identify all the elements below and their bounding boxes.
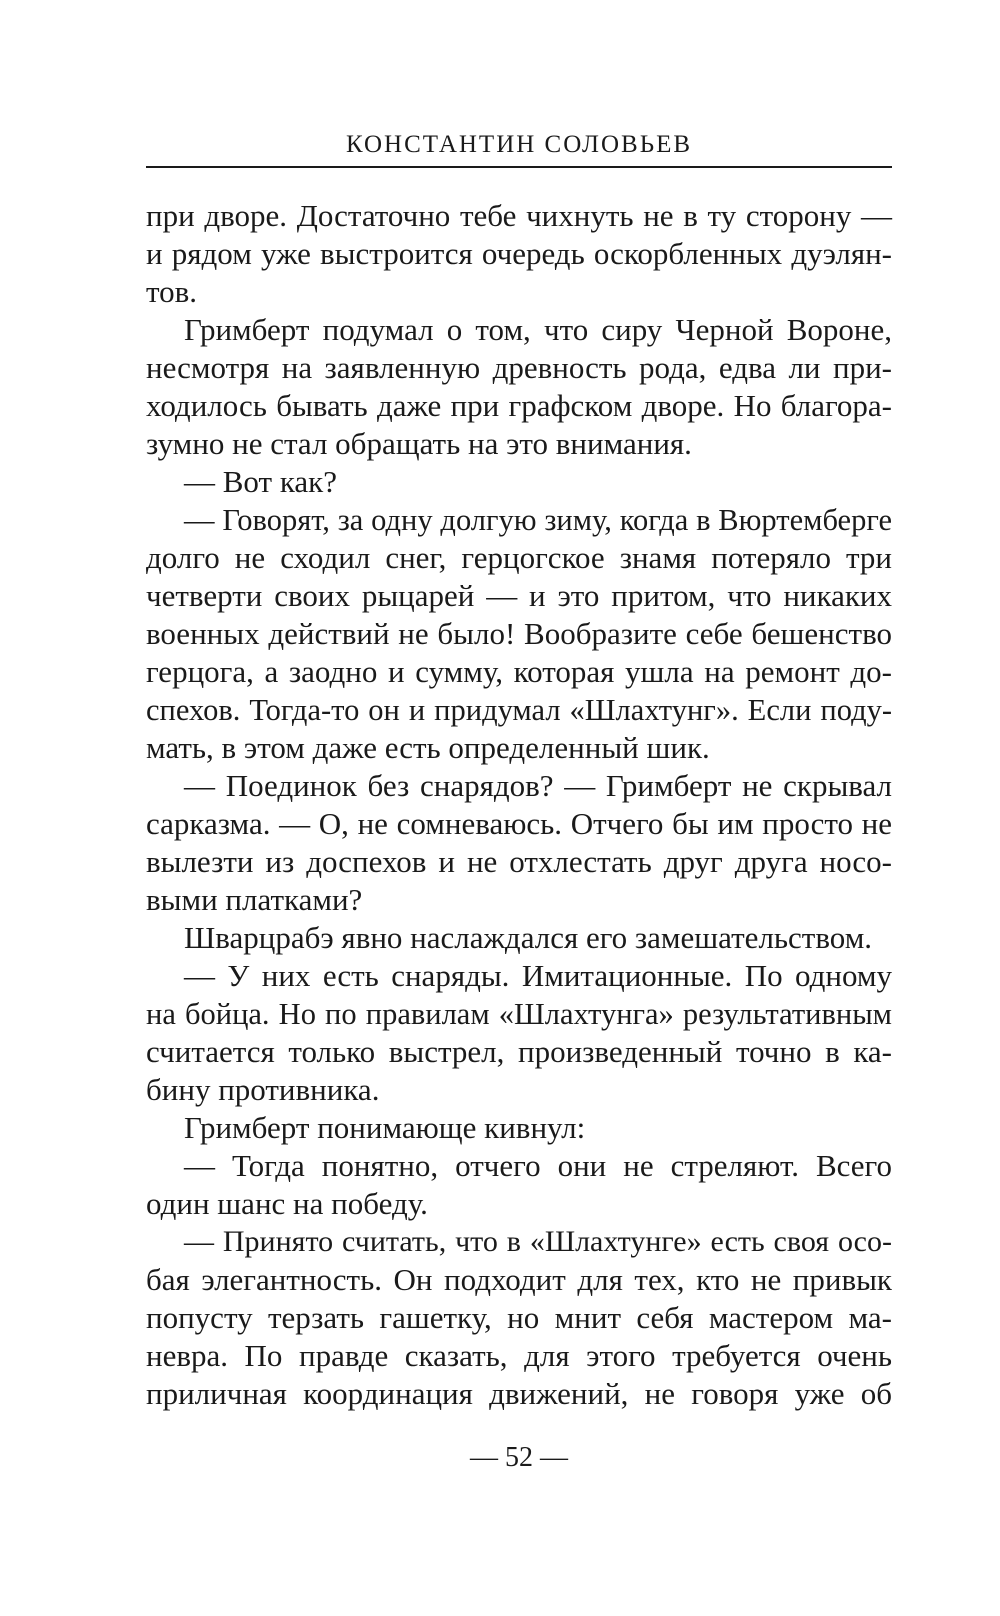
text-line: — Вот как? xyxy=(184,464,337,499)
text-line: ходилось бывать даже при графском дворе. Но благора- xyxy=(146,388,892,423)
text-line: — Поединок без снарядов? — Гримберт не скрывал xyxy=(184,768,892,803)
text-line: тов. xyxy=(146,274,198,309)
text-line: при дворе. Достаточно тебе чихнуть не в ту сторону — xyxy=(146,198,892,233)
text-line: долго не сходил снег, герцогское знамя потеряло три xyxy=(146,540,892,575)
text-line: герцога, а заодно и сумму, которая ушла на ремонт до- xyxy=(146,654,892,689)
text-line: сарказма. — О, не сомневаюсь. Отчего бы им просто не xyxy=(146,806,892,841)
text-line: четверти своих рыцарей — и это притом, что никаких xyxy=(146,578,892,613)
body-text xyxy=(146,197,892,1413)
text-line: вылезти из доспехов и не отхлестать друг друга носо- xyxy=(146,844,892,879)
page-number: — 52 — xyxy=(470,1442,568,1473)
text-line: Шварцрабэ явно наслаждался его замешательством. xyxy=(184,920,873,955)
text-line: спехов. Тогда-то он и придумал «Шлахтунг». Если поду- xyxy=(146,693,892,727)
text-line: считается только выстрел, произведенный точно в ка- xyxy=(146,1034,892,1069)
text-line: один шанс на победу. xyxy=(146,1186,428,1221)
text-line: бину противника. xyxy=(146,1072,380,1107)
text-line: на бойца. Но по правилам «Шлахтунга» результативным xyxy=(146,997,892,1031)
text-line: мать, в этом даже есть определенный шик. xyxy=(146,730,710,765)
text-line: — Говорят, за одну долгую зиму, когда в Вюртемберге xyxy=(184,503,892,537)
header-rule xyxy=(146,166,892,168)
text-line: Гримберт подумал о том, что сиру Черной Вороне, xyxy=(184,312,892,347)
text-line: — Принято считать, что в «Шлахтунге» есть своя осо- xyxy=(184,1225,892,1258)
text-line: несмотря на заявленную древность рода, едва ли при- xyxy=(146,350,892,385)
text-line: Гримберт понимающе кивнул: xyxy=(184,1110,586,1145)
text-line: невра. По правде сказать, для этого требуется очень xyxy=(146,1338,892,1373)
text-line: и рядом уже выстроится очередь оскорбленных дуэлян- xyxy=(146,236,892,271)
text-line: военных действий не было! Вообразите себе бешенство xyxy=(146,616,892,651)
text-line: попусту терзать гашетку, но мнит себя мастером ма- xyxy=(146,1300,892,1335)
text-line: бая элегантность. Он подходит для тех, кто не привык xyxy=(146,1262,892,1297)
text-line: — У них есть снаряды. Имитационные. По одному xyxy=(184,958,892,993)
running-head: КОНСТАНТИН СОЛОВЬЕВ xyxy=(345,131,693,158)
text-line: приличная координация движений, не говоря уже об xyxy=(146,1376,892,1411)
text-line: — Тогда понятно, отчего они не стреляют. Всего xyxy=(184,1148,892,1183)
text-line: зумно не стал обращать на это внимания. xyxy=(146,426,692,461)
text-line: выми платками? xyxy=(146,882,363,917)
